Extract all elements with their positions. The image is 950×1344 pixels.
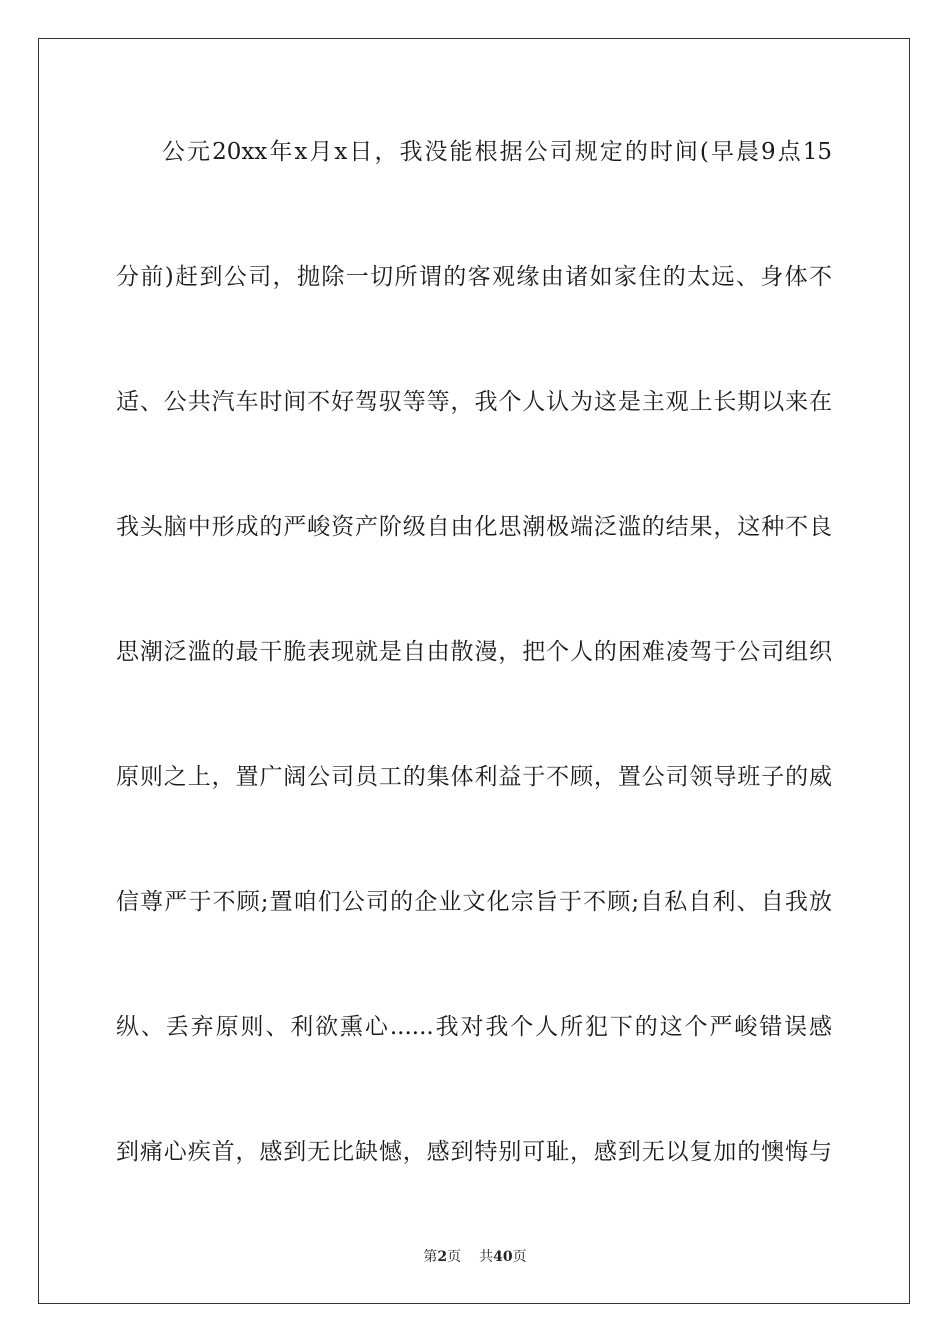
text-line-5: 思潮泛滥的最干脆表现就是自由散漫，把个人的困难凌驾于公司组织 xyxy=(116,639,832,665)
text-line-3: 适、公共汽车时间不好驾驭等等，我个人认为这是主观上长期以来在 xyxy=(116,389,832,415)
text-line-6: 原则之上，置广阔公司员工的集体利益于不顾，置公司领导班子的威 xyxy=(116,764,832,790)
page-suffix: 页 xyxy=(447,1249,462,1265)
text-line-8: 纵、丢弃原则、利欲熏心......我对我个人所犯下的这个严峻错误感 xyxy=(116,1014,832,1040)
page-footer xyxy=(0,1247,950,1267)
total-suffix: 页 xyxy=(512,1249,527,1265)
text-line-2: 分前)赶到公司，抛除一切所谓的客观缘由诸如家住的太远、身体不 xyxy=(116,264,832,290)
text-line-7: 信尊严于不顾;置咱们公司的企业文化宗旨于不顾;自私自利、自我放 xyxy=(116,889,832,915)
total-prefix: 共 xyxy=(479,1249,494,1265)
text-line-9: 到痛心疾首，感到无比缺憾，感到特别可耻，感到无以复加的懊悔与 xyxy=(116,1139,832,1165)
text-line-1: 公元20xx年x月x日，我没能根据公司规定的时间(早晨9点15 xyxy=(162,139,832,165)
page-number: 2 xyxy=(437,1249,448,1265)
page-prefix: 第 xyxy=(423,1249,438,1265)
text-line-4: 我头脑中形成的严峻资产阶级自由化思潮极端泛滥的结果，这种不良 xyxy=(116,514,832,540)
total-pages: 40 xyxy=(493,1249,513,1265)
